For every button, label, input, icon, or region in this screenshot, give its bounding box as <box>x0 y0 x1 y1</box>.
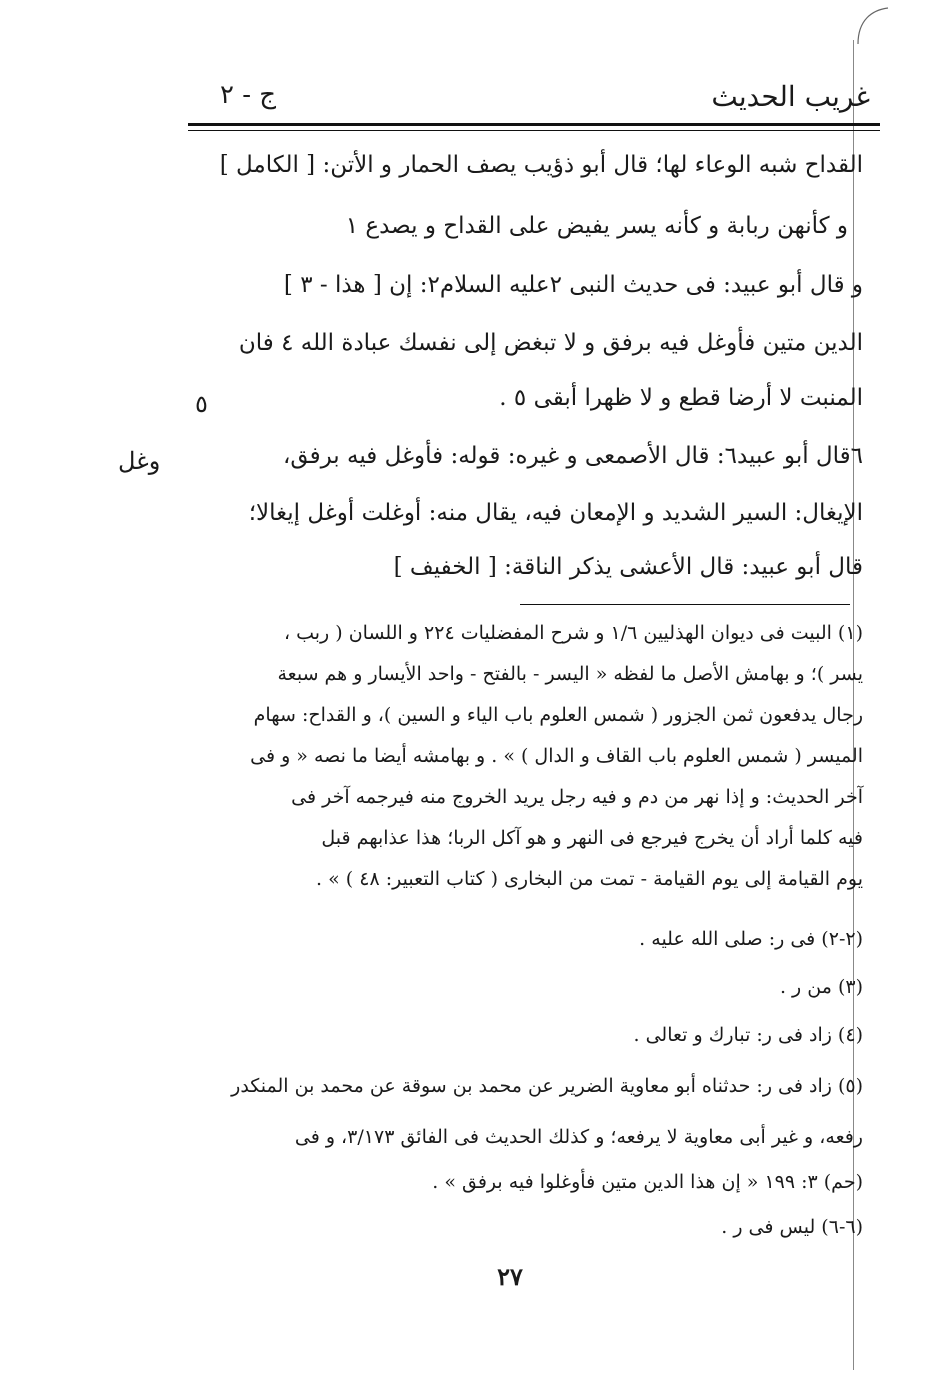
page-number: ٢٧ <box>497 1262 523 1291</box>
footnote-line: (حم) ٣: ١٩٩ « إن هذا الدين متين فأوغلوا فيه برفق » . <box>432 1171 863 1193</box>
body-line: الإيغال: السير الشديد و الإمعان فيه، يقال منه: أوغلت أوغل إيغالا؛ <box>248 500 863 526</box>
footnote-line: (١) البيت فى ديوان الهذليين ١/٦ و شرح المفضليات ٢٢٤ و اللسان ( ربب ، <box>283 622 863 644</box>
header-rule-thin <box>188 130 880 131</box>
line-number-marker: ٥ <box>195 390 208 418</box>
footnote-line: (٣) من ر . <box>779 976 863 998</box>
footnote-line: رجال يدفعون ثمن الجزور ( شمس العلوم باب الياء و السين )، و القداح: سهام <box>253 704 863 726</box>
body-line: المنبت لا أرضا قطع و لا ظهرا أبقى ٥ . <box>499 385 863 411</box>
body-line: ٦قال أبو عبيد٦: قال الأصمعى و غيره: قوله: فأوغل فيه برفق، <box>283 443 863 469</box>
footnote-line: (٦-٦) ليس فى ر . <box>721 1216 863 1238</box>
poetry-verse-line: و كأنهن ربابة و كأنه يسر يفيض على القداح و يصدع ١ <box>345 213 848 239</box>
body-line: قال أبو عبيد: قال الأعشى يذكر الناقة: [ الخفيف ] <box>393 554 863 580</box>
footnote-line: رفعه، و غير أبى معاوية لا يرفعه؛ و كذلك الحديث فى الفائق ٣/١٧٣، و فى <box>294 1126 863 1148</box>
footnote-line: آخر الحديث: و إذا نهر من دم و فيه رجل يريد الخروج منه فيرجمه آخر فى <box>291 786 863 808</box>
footnote-line: يوم القيامة إلى يوم القيامة - تمت من البخارى ( كتاب التعبير: ٤٨ ) » . <box>316 868 863 890</box>
footnote-line: (٢-٢) فى ر: صلى الله عليه . <box>639 928 863 950</box>
footnote-line: (٤) زاد فى ر: تبارك و تعالى . <box>633 1024 863 1046</box>
footnote-line: الميسر ( شمس العلوم باب القاف و الدال ) » . و بهامشه أيضا ما نصه « و فى <box>250 745 863 767</box>
volume-indicator: ج - ٢ <box>220 80 277 110</box>
running-header <box>200 74 880 120</box>
body-line: و قال أبو عبيد: فى حديث النبى ٢عليه السلام٢: إن [ هذا - ٣ ] <box>283 272 863 298</box>
footnote-line: يسر )؛ و بهامش الأصل ما لفظه « اليسر - بالفتح - واحد الأيسار و هم سبعة <box>277 663 863 685</box>
footnote-line: فيه كلما أراد أن يخرج فيرجع فى النهر و هو آكل الربا؛ هذا عذابهم قبل <box>321 827 863 849</box>
footnote-separator <box>520 604 850 605</box>
footnote-line: (٥) زاد فى ر: حدثناه أبو معاوية الضرير عن محمد بن سوقة عن محمد بن المنكدر <box>231 1075 863 1097</box>
body-line: القداح شبه الوعاء لها؛ قال أبو ذؤيب يصف الحمار و الأتن: [ الكامل ] <box>219 152 863 178</box>
page-curl-mark <box>852 6 892 46</box>
body-line: الدين متين فأوغل فيه برفق و لا تبغض إلى نفسك عبادة الله ٤ فان <box>238 330 863 356</box>
running-title: غريب الحديث <box>711 80 870 113</box>
header-rule-thick <box>188 123 880 126</box>
margin-keyword: وغل <box>118 447 161 475</box>
